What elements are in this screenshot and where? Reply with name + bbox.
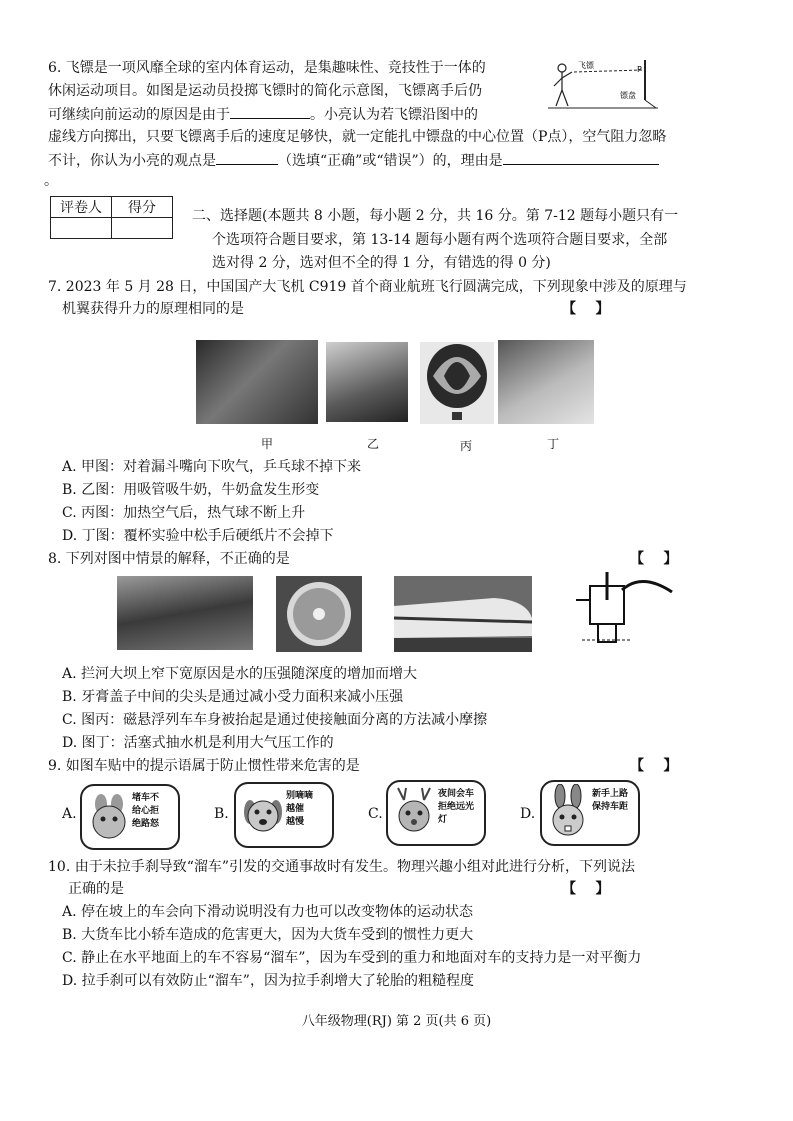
q7-option-c[interactable]: C. 丙图：加热空气后，热气球不断上升 — [62, 505, 306, 521]
q7-label-ding: 丁 — [546, 437, 559, 451]
score-table-score-cell[interactable] — [112, 218, 173, 239]
q9-answer-bracket[interactable]: 【 】 — [630, 758, 678, 774]
q7-photo-funnel-blow — [196, 340, 318, 424]
q6-line5-text-a: 不计，你认为小亮的观点是 — [48, 153, 216, 169]
q9-option-d-letter[interactable]: D. — [520, 806, 536, 822]
q7-label-bing: 丙 — [459, 439, 472, 453]
bunny-face-icon — [546, 784, 590, 840]
q6-answer-blank-3[interactable] — [503, 150, 659, 165]
q9-sticker-c[interactable] — [386, 780, 486, 846]
q9-sticker-b-text: 别嘀嘀 越催 越慢 — [286, 791, 314, 827]
section2-line3: 选对得 2 分，选对但不全的得 1 分，有错选的得 0 分) — [212, 255, 551, 271]
q8-option-a[interactable]: A. 拦河大坝上窄下宽原因是水的压强随深度的增加而增大 — [62, 666, 418, 682]
q10-option-d[interactable]: D. 拉手刹可以有效防止“溜车”，因为拉手刹增大了轮胎的粗糙程度 — [62, 973, 474, 989]
q7-label-yi: 乙 — [366, 437, 379, 451]
score-table-reviewer-header: 评卷人 — [51, 197, 112, 218]
q10-line1: 10. 由于未拉手刹导致“溜车”引发的交通事故时有发生。物理兴趣小组对此进行分析，下列说法 — [48, 859, 636, 875]
section2-line1: 二、选择题(本题共 8 小题，每小题 2 分，共 16 分。第 7-12 题每小题只有一 — [192, 208, 679, 224]
q6-line3 — [48, 104, 478, 125]
deer-face-icon — [392, 786, 436, 838]
q6-line1: 6. 飞镖是一项风靡全球的室内体育运动，是集趣味性、竞技性于一体的 — [48, 60, 486, 76]
q6-line6: 。 — [44, 173, 58, 189]
q7-photo-straw-milk — [326, 342, 408, 422]
q10-option-b[interactable]: B. 大货车比小轿车造成的危害更大，因为大货车受到的惯性力更大 — [62, 927, 474, 943]
q7-line2: 机翼获得升力的原理相同的是 — [62, 301, 244, 317]
q7-option-b[interactable]: B. 乙图：用吸管吸牛奶，牛奶盒发生形变 — [62, 482, 320, 498]
q8-option-b[interactable]: B. 牙膏盖子中间的尖头是通过减小受力面积来减小压强 — [62, 689, 404, 705]
q10-option-a[interactable]: A. 停在坡上的车会向下滑动说明没有力也可以改变物体的运动状态 — [62, 904, 474, 920]
q9-sticker-c-text: 夜间会车 拒绝远光 灯 — [438, 789, 475, 825]
q9-option-b-letter[interactable]: B. — [214, 806, 229, 822]
q6-answer-blank-2[interactable] — [216, 150, 278, 165]
q9-option-a-letter[interactable]: A. — [62, 806, 77, 822]
q10-line2: 正确的是 — [68, 881, 124, 897]
q6-line3-text-a: 可继续向前运动的原因是由于 — [48, 107, 230, 123]
q8-figure-piston-pump — [562, 570, 674, 650]
score-table-score-header: 得分 — [112, 197, 173, 218]
q7-photo-hot-air-balloon — [420, 342, 494, 424]
q7-answer-bracket[interactable]: 【 】 — [562, 301, 610, 317]
q8-photo-dam — [117, 576, 253, 650]
q9-option-c-letter[interactable]: C. — [368, 806, 383, 822]
section2-line2: 个选项符合题目要求，第 13-14 题每小题有两个选项符合题目要求，全部 — [212, 232, 668, 248]
q8-photo-toothpaste-cap — [276, 576, 362, 652]
q8-line1: 8. 下列对图中情景的解释，不正确的是 — [48, 551, 290, 567]
q9-sticker-d[interactable] — [540, 780, 640, 846]
q7-line1: 7. 2023 年 5 月 28 日，中国国产大飞机 C919 首个商业航班飞行圆满完成，下列现象中涉及的原理与 — [48, 279, 687, 295]
q7-option-a[interactable]: A. 甲图：对着漏斗嘴向下吹气，乒乓球不掉下来 — [62, 459, 362, 475]
q9-sticker-a[interactable] — [80, 784, 180, 850]
q6-line5 — [48, 150, 659, 171]
q9-line1: 9. 如图车贴中的提示语属于防止惯性带来危害的是 — [48, 758, 360, 774]
q8-option-d[interactable]: D. 图丁：活塞式抽水机是利用大气压工作的 — [62, 735, 334, 751]
fig-p-label: P — [637, 65, 642, 74]
score-table-reviewer-cell[interactable] — [51, 218, 112, 239]
q8-option-c[interactable]: C. 图丙：磁悬浮列车车身被抬起是通过使接触面分离的方法减小摩擦 — [62, 712, 488, 728]
q9-sticker-d-text: 新手上路 保持车距 — [592, 789, 629, 812]
q7-photo-cup-card — [498, 340, 594, 424]
score-table — [50, 196, 173, 239]
q6-line3-text-b: 。小亮认为若飞镖沿图中的 — [310, 107, 478, 123]
q6-line5-text-b: （选填“正确”或“错误”）的，理由是 — [278, 153, 503, 169]
dart-throw-figure — [548, 56, 660, 112]
fig-dart-label: 飞镖 — [578, 61, 594, 70]
q9-sticker-a-text: 堵车不 给心拒 绝路怒 — [132, 793, 160, 829]
q7-label-jia: 甲 — [260, 437, 273, 451]
q6-line4: 虚线方向掷出，只要飞镖离手后的速度足够快，就一定能扎中镖盘的中心位置（P点），空气阻力忽略 — [48, 129, 667, 145]
q9-sticker-b[interactable] — [234, 782, 334, 848]
q7-option-d[interactable]: D. 丁图：覆杯实验中松手后硬纸片不会掉下 — [62, 528, 334, 544]
q10-option-c[interactable]: C. 静止在水平地面上的车不容易“溜车”，因为车受到的重力和地面对车的支持力是一对平衡力 — [62, 950, 642, 966]
dog-face-icon — [242, 792, 284, 838]
q6-line2: 休闲运动项目。如图是运动员投掷飞镖时的简化示意图，飞镖离手后仍 — [48, 83, 482, 99]
q8-photo-maglev-train — [394, 576, 532, 652]
rabbit-face-icon — [88, 794, 130, 840]
page-footer: 八年级物理(RJ) 第 2 页(共 6 页) — [301, 1014, 492, 1029]
q10-answer-bracket[interactable]: 【 】 — [562, 881, 610, 897]
q8-answer-bracket[interactable]: 【 】 — [630, 551, 678, 567]
q6-answer-blank-1[interactable] — [230, 104, 310, 119]
fig-board-label: 镖盘 — [620, 91, 636, 100]
